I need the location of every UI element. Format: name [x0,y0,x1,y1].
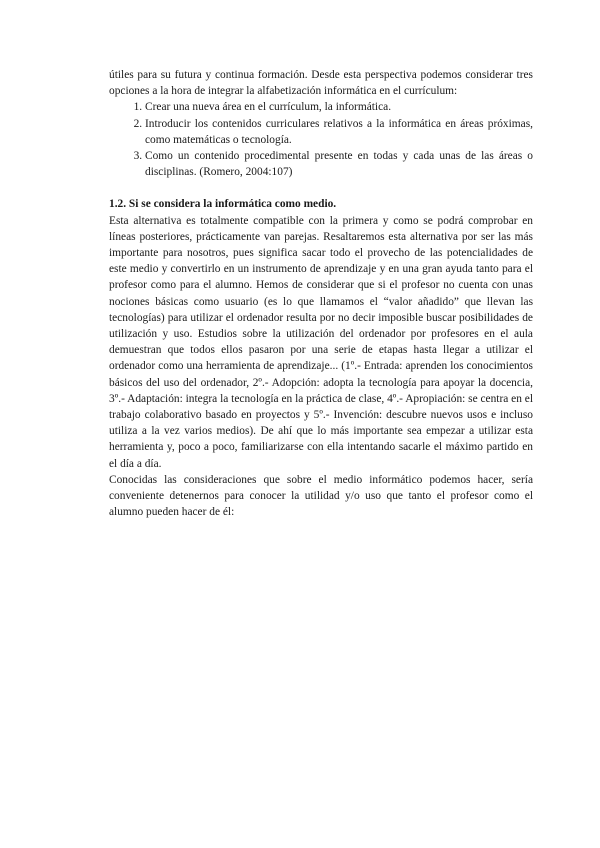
intro-paragraph: útiles para su futura y continua formación. Desde esta perspectiva podemos considerar tres opciones a la hora de integrar la alfabetización informática en el currículum: [109,69,533,98]
option-item-1: 1. Crear una nueva área en el currículum, la informática. [145,99,533,115]
option-item-3: 3. Como un contenido procedimental presente en todas y cada unas de las áreas o disciplinas. (Romero, 2004:107) [145,148,533,180]
option-item-2: 2. Introducir los contenidos curriculares relativos a la informática en áreas próximas, como matemáticas o tecnología. [145,116,533,148]
options-list [109,99,533,180]
document-content [109,67,533,520]
section-heading: 1.2. Si se considera la informática como medio. [109,198,337,211]
section-body-paragraph: Esta alternativa es totalmente compatible con la primera y como se podrá comprobar en líneas posteriores, prácticamente van parejas. Resaltaremos esta alternativa por ser las más importante para nosotros, pues significa sacar todo el provecho de las potencialidades de este medio y convertirlo en un instrumento de aprendizaje y en una gran ayuda tanto para el profesor como para el alumno. Hemos de considerar que si el profesor no cuenta con unas nociones básicas como usuario (es lo que llamamos el “valor añadido” que llevan las tecnologías) para utilizar el ordenador resulta por no decir imposible buscar posibilidades de utilización y uso. Estudios sobre la utilización del ordenador por profesores en el aula demuestran que todos ellos pasaron por una serie de etapas hasta llegar a utilizar el ordenador como una herramienta de aprendizaje... (1º.- Entrada: aprenden los conocimientos básicos del uso del ordenador, 2º.- Adopción: adopta la tecnología para apoyar la docencia, 3º.- Adaptación: integra la tecnología en la práctica de clase, 4º.- Apropiación: se centra en el trabajo colaborativo basado en proyectos y 5º.- Invención: descubre nuevos usos e incluso utiliza a la vez varios medios). De ahí que lo más importante sea empezar a utilizar esta herramienta y, poco a poco, familiarizarse con ella intentando sacarle el máximo partido en el día a día. [109,214,533,470]
closing-paragraph: Conocidas las consideraciones que sobre el medio informático podemos hacer, sería conveniente detenernos para conocer la utilidad y/o uso que tanto el profesor como el alumno pueden hacer de él: [109,473,533,519]
